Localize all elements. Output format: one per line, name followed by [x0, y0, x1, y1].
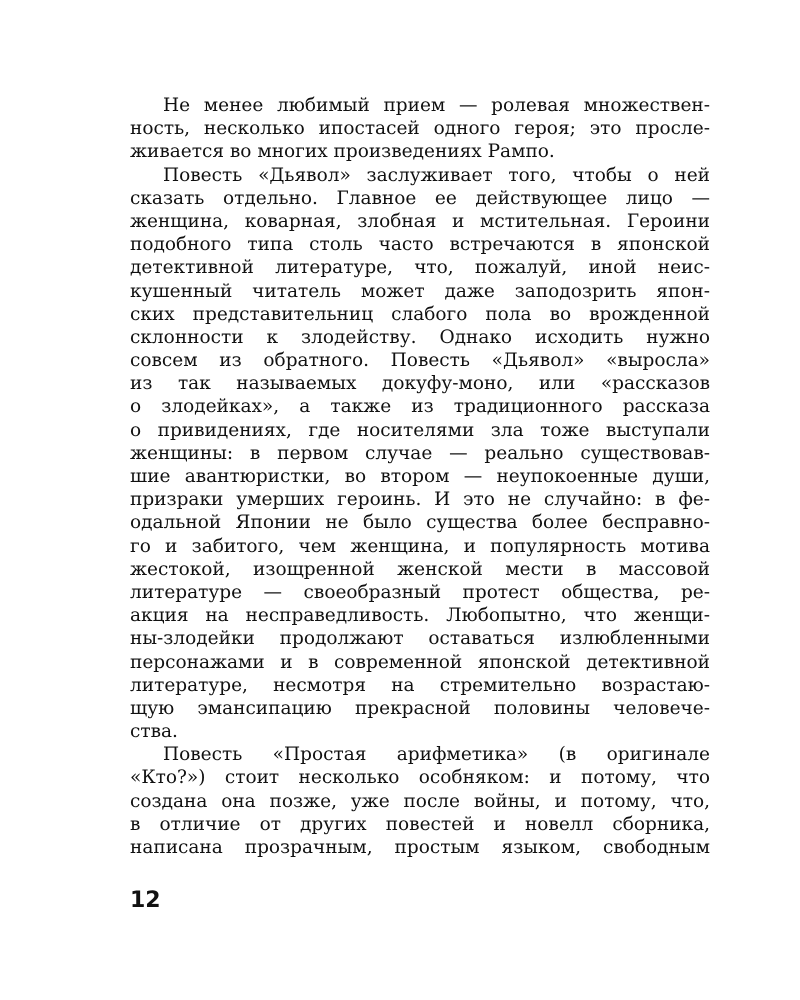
text-line: совсем из обратного. Повесть «Дьявол» «выросла» — [130, 350, 710, 372]
text-line: ских представительниц слабого пола во врожденной — [130, 303, 710, 325]
text-line: го и забитого, чем женщина, и популярность мотива — [130, 535, 710, 557]
text-line: призраки умерших героинь. И это не случайно: в фе- — [130, 489, 710, 511]
text-line: детективной литературе, что, пожалуй, иной неис- — [130, 257, 710, 279]
text-line: акция на несправедливость. Любопытно, что женщи- — [130, 605, 710, 627]
text-line: женщина, коварная, злобная и мстительная. Героини — [130, 210, 710, 232]
page-number: 12 — [130, 888, 161, 913]
text-line: склонности к злодейству. Однако исходить нужно — [130, 326, 710, 348]
text-line: написана прозрачным, простым языком, свободным — [130, 837, 710, 858]
text-line: подобного типа столь часто встречаются в японской — [130, 234, 710, 256]
text-line: Повесть «Простая арифметика» (в оригинале — [163, 744, 710, 766]
text-line: живается во многих произведениях Рампо. — [130, 141, 555, 163]
text-line: жестокой, изощренной женской мести в массовой — [130, 558, 710, 580]
text-line: щую эмансипацию прекрасной половины человече- — [130, 697, 710, 719]
text-line: одальной Японии не было существа более бесправно- — [130, 512, 710, 534]
text-line: Повесть «Дьявол» заслуживает того, чтобы о ней — [163, 164, 710, 186]
text-line: женщины: в первом случае — реально существовав- — [130, 442, 710, 464]
text-line: Не менее любимый прием — ролевая множествен- — [163, 95, 710, 116]
text-line: сказать отдельно. Главное ее действующее лицо — — [130, 187, 710, 209]
text-line: из так называемых докуфу-моно, или «рассказов — [130, 373, 710, 395]
text-line: шие авантюристки, во втором — неупокоенные души, — [130, 466, 710, 487]
text-line: о злодейках», а также из традиционного рассказа — [130, 396, 710, 418]
text-line: кушенный читатель может даже заподозрить япон- — [130, 280, 710, 302]
body-text — [130, 94, 710, 859]
text-line: ны-злодейки продолжают оставаться излюбленными — [130, 628, 710, 650]
text-line: ность, несколько ипостасей одного героя; это просле- — [130, 118, 710, 140]
text-line: литературе, несмотря на стремительно возрастаю- — [130, 674, 710, 696]
text-line: о привидениях, где носителями зла тоже выступали — [130, 419, 710, 441]
text-line: персонажами и в современной японской детективной — [130, 651, 710, 673]
text-line: в отличие от других повестей и новелл сборника, — [130, 813, 710, 835]
text-line: литературе — своеобразный протест общества, ре- — [130, 581, 710, 603]
text-line: «Кто?») стоит несколько особняком: и потому, что — [130, 767, 710, 789]
text-line: ства. — [130, 721, 178, 743]
text-line: создана она позже, уже после войны, и потому, что, — [130, 790, 710, 812]
